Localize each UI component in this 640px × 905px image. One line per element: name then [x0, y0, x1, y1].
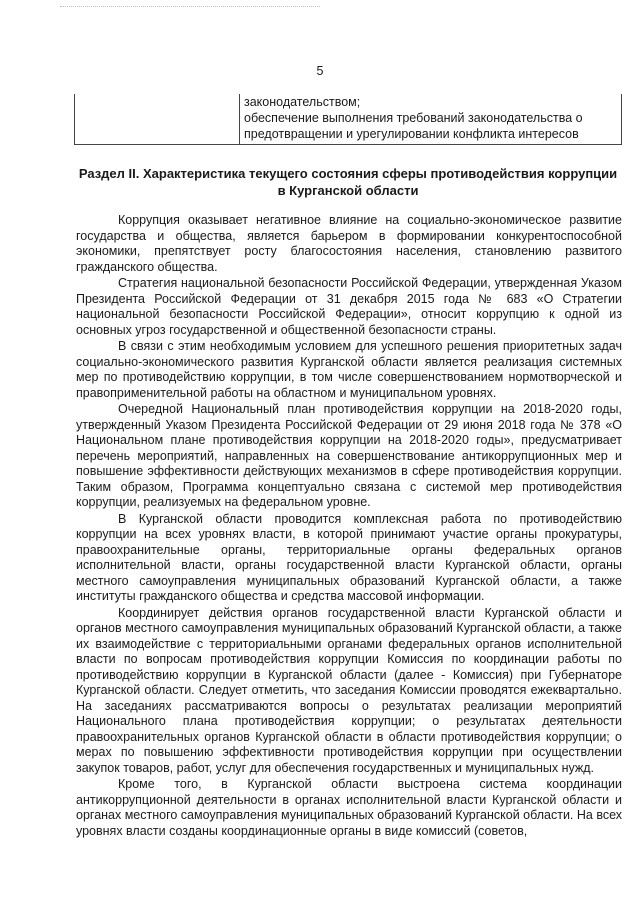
table-line: законодательством;: [244, 95, 361, 109]
section-heading: Раздел II. Характеристика текущего состояния сферы противодействия коррупции в Курганской области: [78, 166, 618, 198]
paragraph: Коррупция оказывает негативное влияние на социально-экономическое развитие государства и общества, является барьером в формировании конкурентоспособной экономики, препятствует росту благосостояния населения, становлению развитого гражданского общества.: [76, 213, 622, 274]
table-cell-right: [240, 94, 622, 145]
paragraph: В Курганской области проводится комплексная работа по противодействию коррупции на всех уровнях власти, в которой принимают участие органы прокуратуры, правоохранительные органы, территориальные органы федеральных органов исполнительной власти, органы государственной власти Курганской области, органы местного самоуправления муниципальных образований Курганской области, а также институты гражданского общества и средства массовой информации.: [76, 511, 622, 603]
paragraph: Стратегия национальной безопасности Российской Федерации, утвержденная Указом Президента Российской Федерации от 31 декабря 2015 года № 683 «О Стратегии национальной безопасности Российской Федерации», относит коррупцию к одной из основных угроз государственной и общественной безопасности страны.: [76, 276, 622, 337]
paragraph: Очередной Национальный план противодействия коррупции на 2018-2020 годы, утвержденный Указом Президента Российской Федерации от 29 июня 2018 года № 378 «О Национальном плане противодействия коррупции на 2018-2020 годы», предусматривает перечень мероприятий, направленных на совершенствование антикоррупционных мер и повышение эффективности действующих механизмов в сфере противодействия коррупции. Таким образом, Программа концептуально связана с системой мер противодействия коррупции, реализуемых на федеральном уровне.: [76, 402, 622, 509]
continued-table: [74, 94, 622, 145]
body-text: [76, 213, 622, 840]
table-cell-left: [75, 94, 240, 145]
page-number: 5: [316, 64, 324, 78]
table-row: [75, 94, 622, 145]
paragraph: Координирует действия органов государственной власти Курганской области и органов местного самоуправления муниципальных образований Курганской области, а также их взаимодействие с территориальными органами федеральных органов исполнительной власти по вопросам противодействия коррупции Комиссия по координации работы по противодействию коррупции в Курганской области (далее - Комиссия) при Губернаторе Курганской области. Следует отметить, что заседания Комиссии проводятся ежеквартально. На заседаниях рассматриваются вопросы о результатах реализации мероприятий Национального плана противодействия коррупции; о результатах деятельности правоохранительных органов Курганской области в области противодействия коррупции; о мерах по повышению эффективности противодействия коррупции при осуществлении закупок товаров, работ, услуг для обеспечения государственных и муниципальных нужд.: [76, 605, 622, 775]
paragraph: В связи с этим необходимым условием для успешного решения приоритетных задач социально-экономического развития Курганской области является реализация системных мер по противодействию коррупции, в том числе совершенствованием нормотворческой и правоприменительной работы на областном и муниципальном уровнях.: [76, 339, 622, 400]
table-line: обеспечение выполнения требований законодательства о предотвращении и урегулировании конфликта интересов: [244, 111, 583, 141]
scan-artifact-line: [60, 6, 320, 9]
paragraph: Кроме того, в Курганской области выстроена система координации антикоррупционной деятельности в органах исполнительной власти Курганской области и органах местного самоуправления муниципальных образований Курганской области. На всех уровнях власти созданы координационные органы в виде комиссий (советов,: [76, 777, 622, 838]
